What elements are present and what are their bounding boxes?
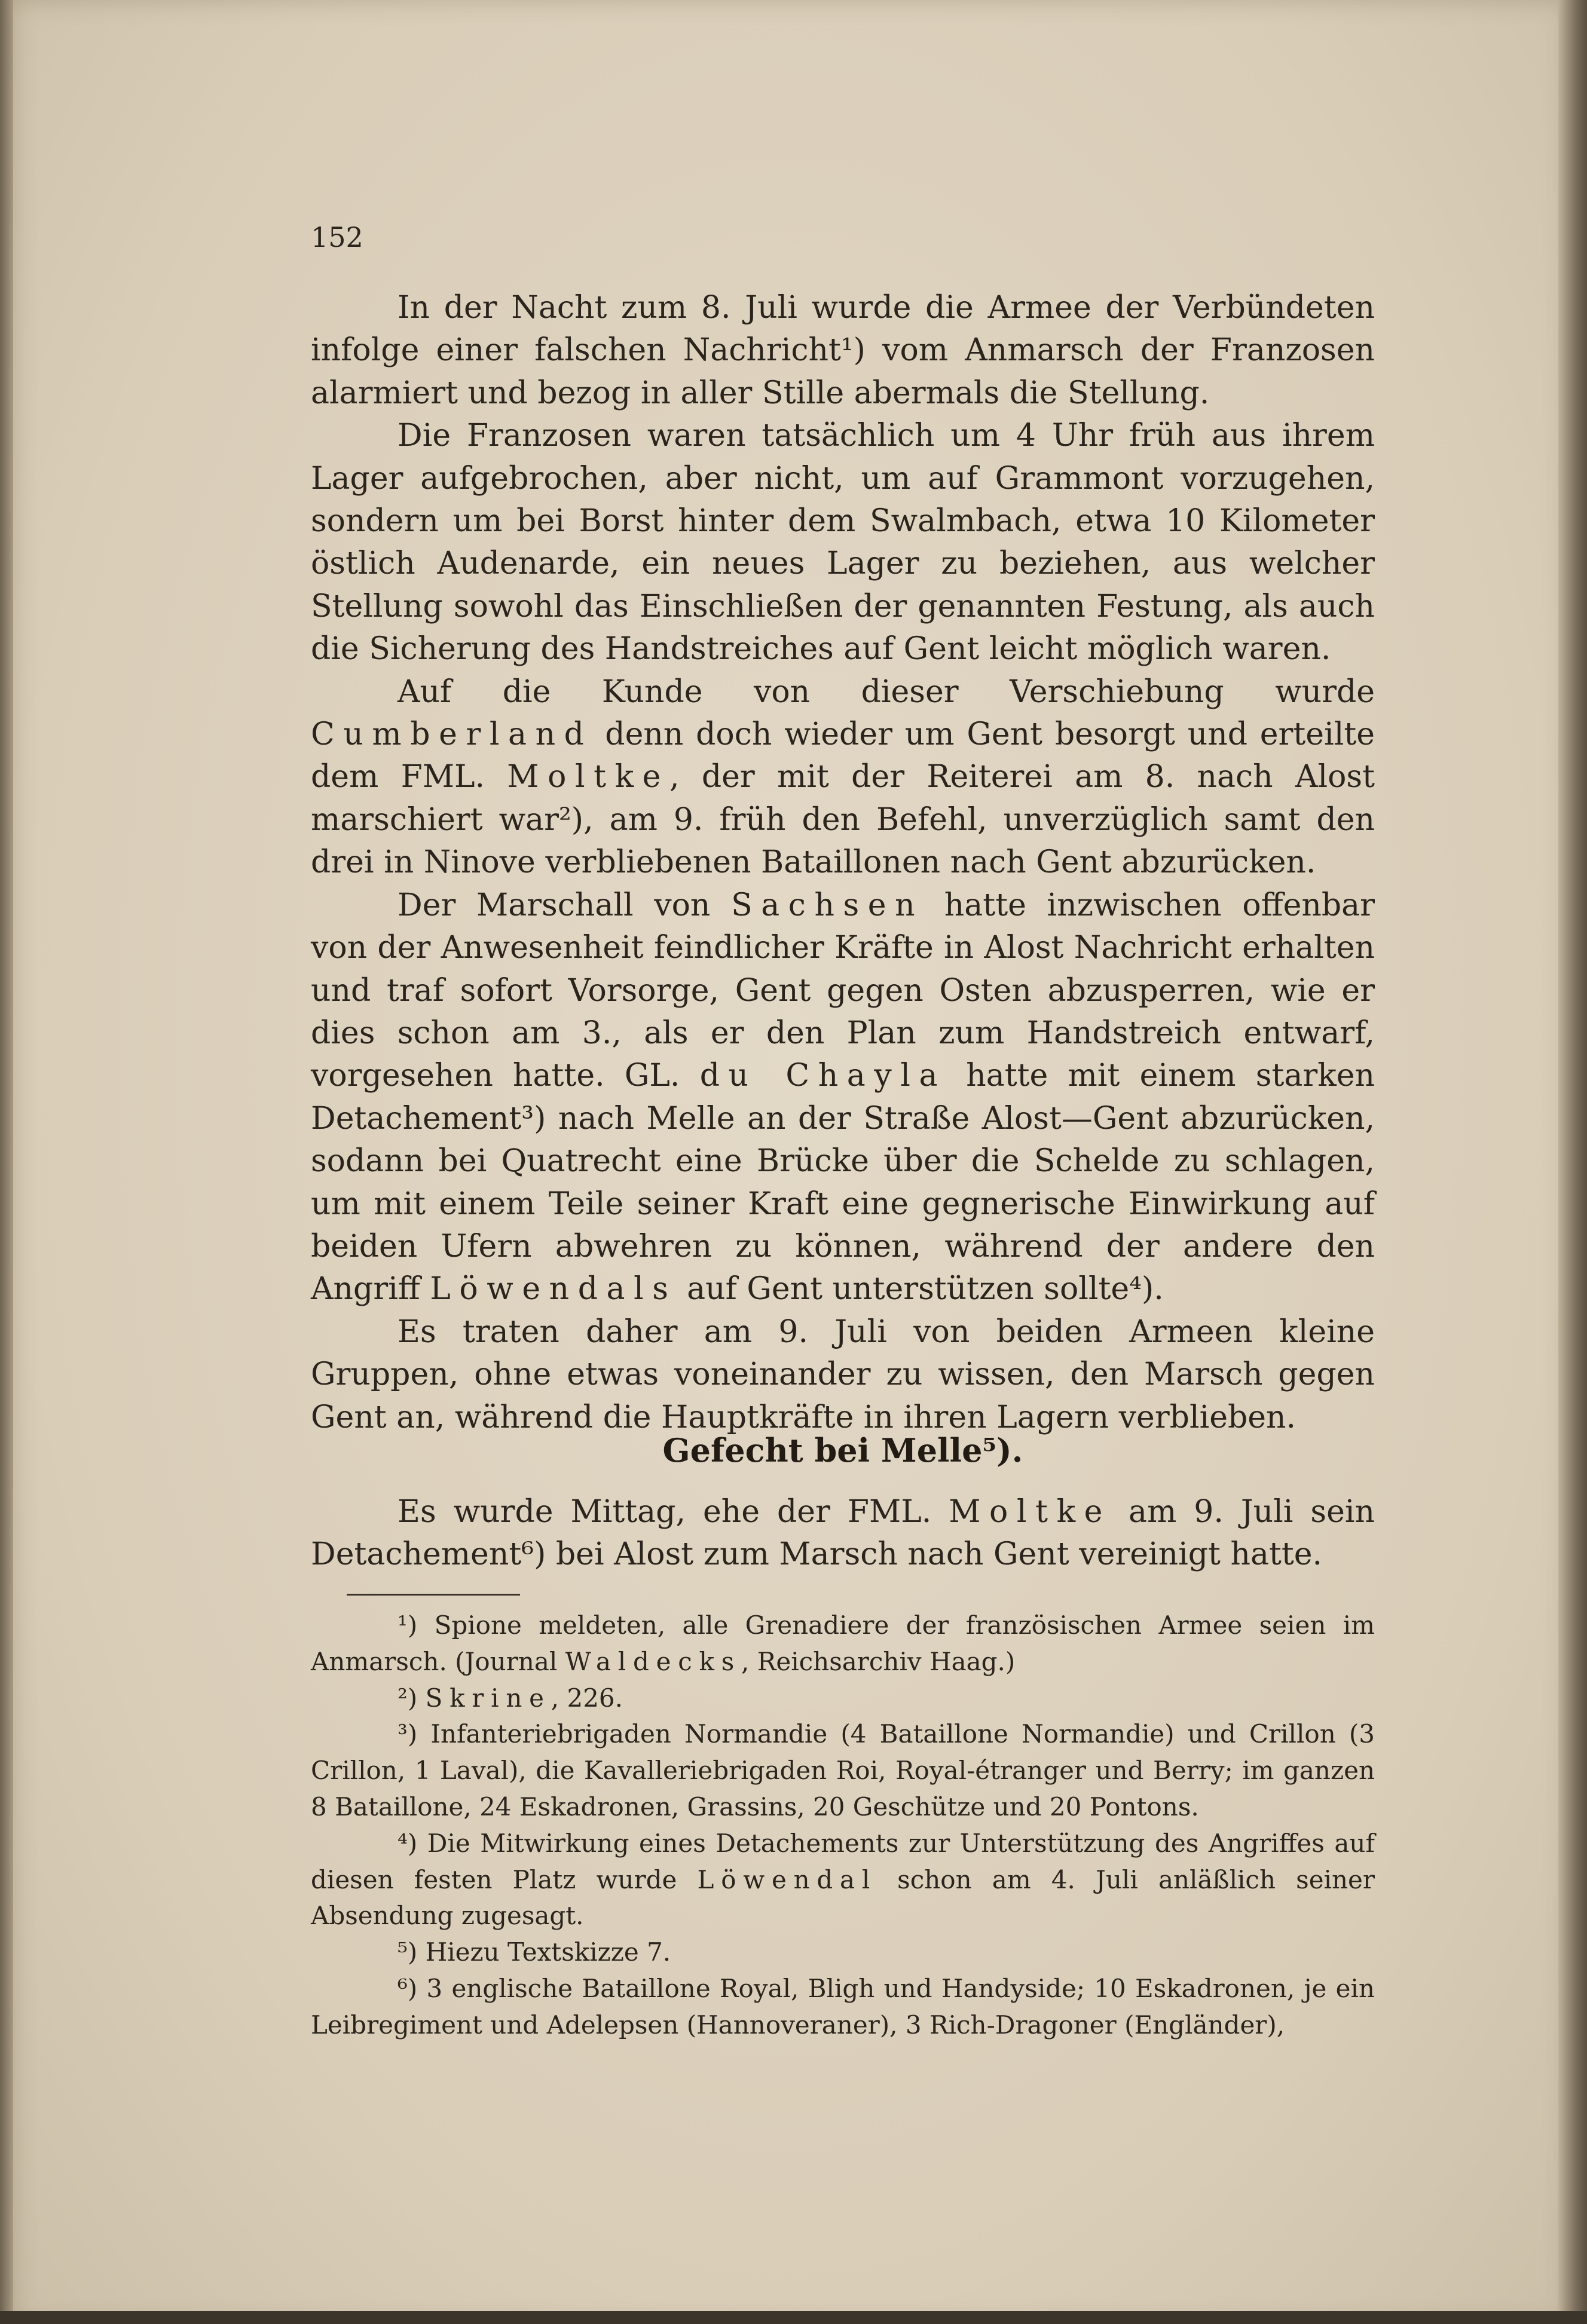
name-du-chayla: du Chayla: [699, 1058, 947, 1094]
paragraph-4: [311, 884, 1375, 1311]
footnotes: [311, 1607, 1375, 2044]
paragraph-3-text-b: denn doch wieder um Gent besorgt und erteilte dem FML.: [311, 717, 1375, 795]
footnote-4-text-b: schon am 4. Juli anläßlich seiner Absendung zugesagt.: [311, 1864, 1375, 1931]
name-moltke: Moltke: [507, 759, 670, 795]
name-loewendals: Löwendals: [430, 1271, 677, 1308]
footnote-6: ⁶) 3 englische Bataillone Royal, Bligh und Handyside; 10 Eskadronen, je ein Leibregiment und Adelepsen (Hannoveraner), 3 Rich-Dragoner (Engländer),: [311, 1973, 1375, 2040]
paragraph-3-text-a: Auf die Kunde von dieser Verschiebung wurde: [397, 673, 1375, 710]
main-text: [311, 287, 1375, 1439]
footnote-2-text-a: ²): [397, 1683, 426, 1713]
footnote-2: [311, 1680, 1375, 1717]
name-moltke-2: Moltke: [949, 1494, 1111, 1530]
paragraph-3: [311, 671, 1375, 884]
footnote-4: [311, 1826, 1375, 1934]
section-text: [311, 1491, 1375, 1576]
footnote-2-text-b: , 226.: [551, 1683, 623, 1713]
paragraph-4-text-a: Der Marschall von: [397, 887, 732, 923]
page-number: 152: [311, 221, 363, 253]
name-cumberland: Cumberland: [311, 717, 593, 753]
book-spine-shadow: [0, 0, 13, 2324]
footnote-divider: [347, 1594, 520, 1596]
footnote-4-text-a: ⁴) Die Mitwirkung eines Detachements zur Unterstützung des Angriffes auf diesen festen Platz wurde: [311, 1828, 1375, 1894]
name-loewendal: Löwendal: [697, 1864, 877, 1894]
footnote-1: [311, 1607, 1375, 1680]
footnote-1-text-b: , Reichsarchiv Haag.): [741, 1646, 1016, 1676]
footnote-5: ⁵) Hiezu Textskizze 7.: [397, 1937, 671, 1967]
page-edge: [1558, 0, 1587, 2324]
paragraph-4-text-c: hatte mit einem starken Detachement³) nach Melle an der Straße Alost—Gent abzurücken, sodann bei Quatrecht eine Brücke über die Schelde zu schlagen, um mit einem Teile seiner Kraft eine gegnerische Einwirkung auf beiden Ufern abwehren zu können, während der andere den Angriff: [311, 1058, 1375, 1308]
paragraph-6-text-a: Es wurde Mittag, ehe der FML.: [397, 1494, 949, 1530]
paragraph-3-text-c: , der mit der Reiterei am 8. nach Alost marschiert war²), am 9. früh den Befehl, unverzüglich samt den drei in Ninove verbliebenen Bataillonen nach Gent abzurücken.: [311, 759, 1375, 881]
paragraph-1: In der Nacht zum 8. Juli wurde die Armee der Verbündeten infolge einer falschen Nachricht¹) vom Anmarsch der Franzosen alarmiert und bezog in aller Stille abermals die Stellung.: [311, 290, 1375, 411]
name-sachsen: Sachsen: [731, 887, 924, 923]
paragraph-6-text-b: am 9. Juli sein Detachement⁶) bei Alost zum Marsch nach Gent vereinigt hatte.: [311, 1494, 1375, 1573]
paragraph-4-text-b: hatte inzwischen offenbar von der Anwesenheit feindlicher Kräfte in Alost Nachricht erhalten und traf sofort Vorsorge, Gent gegen Osten abzusperren, wie er dies schon am 3., als er den Plan zum Handstreich entwarf, vorgesehen hatte. GL.: [311, 887, 1375, 1094]
paragraph-4-text-d: auf Gent unterstützen sollte⁴).: [677, 1271, 1164, 1308]
section-heading: Gefecht bei Melle⁵).: [662, 1431, 1023, 1469]
scan-border: [0, 2311, 1587, 2324]
paragraph-2: Die Franzosen waren tatsächlich um 4 Uhr früh aus ihrem Lager aufgebrochen, aber nicht, um auf Grammont vorzugehen, sondern um bei Borst hinter dem Swalmbach, etwa 10 Kilometer östlich Audenarde, ein neues Lager zu beziehen, aus welcher Stellung sowohl das Einschließen der genannten Festung, als auch die Sicherung des Handstreiches auf Gent leicht möglich waren.: [311, 418, 1375, 668]
footnote-1-text-a: ¹) Spione meldeten, alle Grenadiere der französischen Armee seien im Anmarsch. (Journal: [311, 1610, 1375, 1676]
name-skrine: Skrine: [425, 1683, 551, 1713]
paragraph-6: [311, 1491, 1375, 1576]
name-waldecks: Waldecks: [565, 1646, 742, 1676]
footnote-3: ³) Infanteriebrigaden Normandie (4 Bataillone Normandie) und Crillon (3 Crillon, 1 Laval), die Kavalleriebrigaden Roi, Royal-étranger und Berry; im ganzen 8 Bataillone, 24 Eskadronen, Grassins, 20 Geschütze und 20 Pontons.: [311, 1719, 1375, 1821]
paragraph-5: Es traten daher am 9. Juli von beiden Armeen kleine Gruppen, ohne etwas voneinander zu wissen, den Marsch gegen Gent an, während die Hauptkräfte in ihren Lagern verblieben.: [311, 1313, 1375, 1435]
